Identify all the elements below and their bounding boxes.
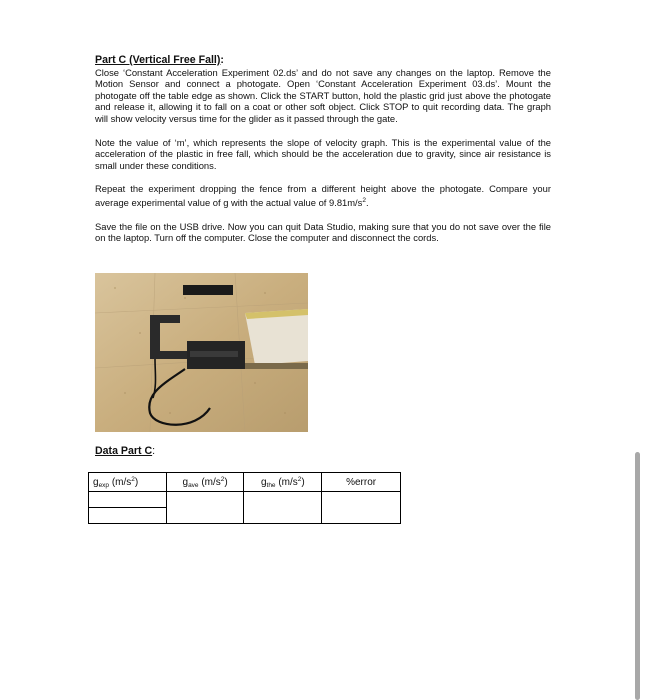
table-header-row bbox=[89, 473, 401, 492]
part-c-paragraph-3-text: Repeat the experiment dropping the fence from a different height above the photogate. Compare your average experimental value of g with the actual value of 9.81m/s bbox=[95, 183, 551, 208]
column-header-g-ave: $g_{ave}$ $(m/s^2)$ bbox=[166, 473, 244, 492]
photogate-illustration bbox=[95, 273, 308, 432]
column-header-percent-error: %error bbox=[322, 473, 401, 492]
photogate-photo bbox=[95, 273, 308, 432]
table-cell-g-exp-2[interactable] bbox=[89, 508, 167, 524]
part-c-section bbox=[95, 54, 551, 244]
part-c-heading: Part C (Vertical Free Fall) bbox=[95, 54, 221, 66]
table-row bbox=[89, 492, 401, 508]
table-cell-g-exp-1[interactable] bbox=[89, 492, 167, 508]
superscript-2: 2 bbox=[362, 196, 366, 204]
data-part-c-colon: : bbox=[152, 445, 156, 457]
data-part-c-heading bbox=[95, 445, 155, 457]
part-c-paragraph-3-end: . bbox=[365, 196, 369, 208]
part-c-paragraph-2: Note the value of ‘m’, which represents the slope of velocity graph. This is the experimental value of the acceleration of the plastic in free fall, which should be the acceleration due to gravity, since air resistance is small under these conditions. bbox=[95, 136, 551, 171]
part-c-paragraph-4: Save the file on the USB drive. Now you can quit Data Studio, making sure that you do not save over the file on the laptop. Turn off the computer. Close the computer and disconnect the cords. bbox=[95, 220, 551, 244]
data-part-c-title: Data Part C bbox=[95, 445, 153, 457]
table-cell-percent-error[interactable] bbox=[322, 492, 401, 524]
column-header-g-the: $g_{the}$ $(m/s^2)$ bbox=[244, 473, 322, 492]
part-c-heading-colon: : bbox=[220, 54, 224, 66]
part-c-paragraph-1: Close ‘Constant Acceleration Experiment 02.ds’ and do not save any changes on the laptop. Remove the Motion Sensor and connect a photogate. Open ‘Constant Acceleration Experiment 03.ds’. Mount the photogate off the table edge as shown. Click the START button, hold the plastic grid just above the photogate and release it, allowing it to fall on a coat or other soft object. Click STOP to quit recording data. The graph will show velocity versus time for the glider as it passed through the gate. bbox=[95, 66, 551, 124]
vertical-scrollbar[interactable] bbox=[635, 452, 640, 700]
table-cell-g-the[interactable] bbox=[244, 492, 322, 524]
part-c-paragraph-3 bbox=[95, 183, 551, 208]
data-part-c-table bbox=[88, 472, 401, 524]
column-header-g-exp: $g_{exp}$ $(m/s^2)$ bbox=[89, 473, 167, 492]
table-cell-g-ave[interactable] bbox=[166, 492, 244, 524]
